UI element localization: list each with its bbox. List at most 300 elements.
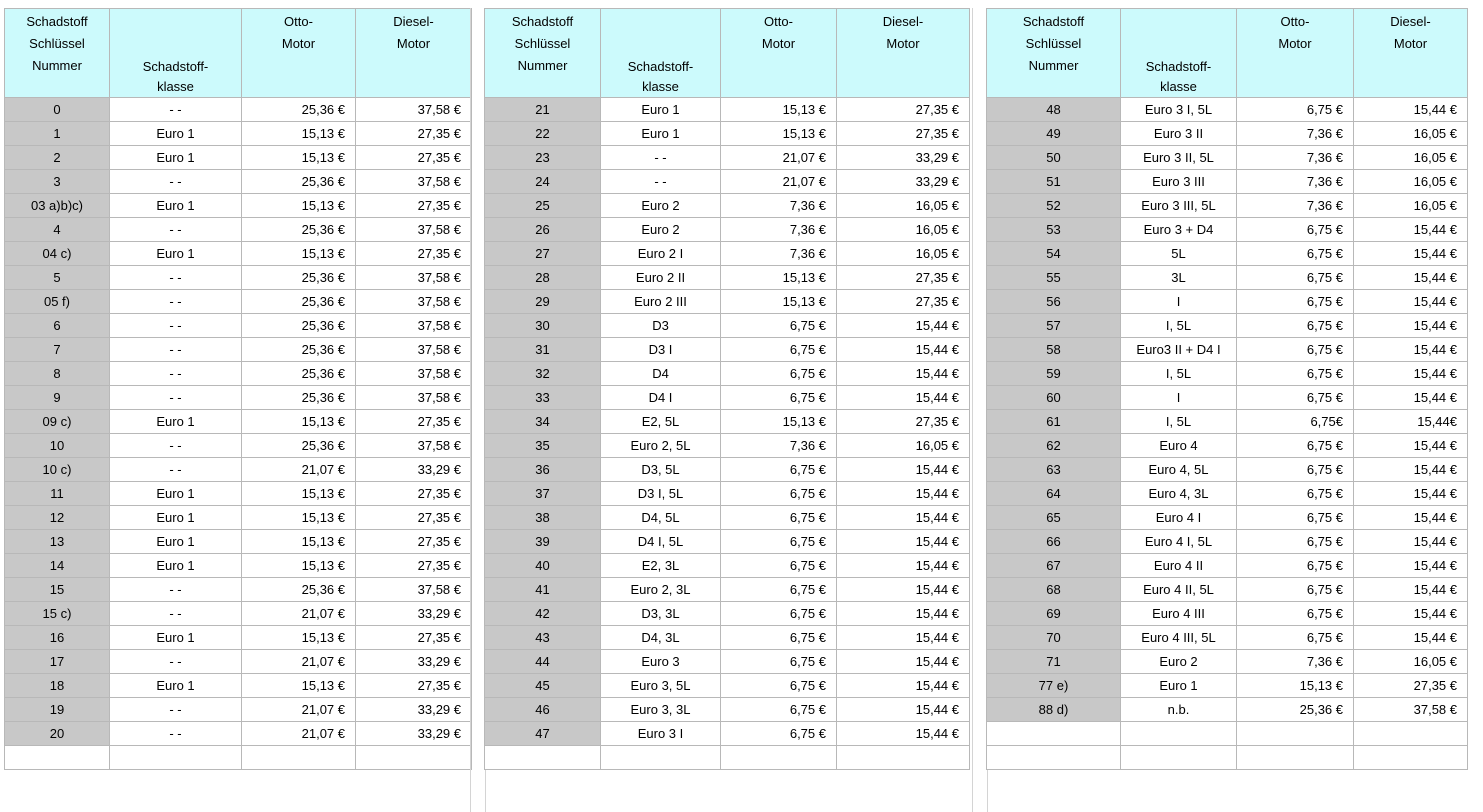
emission-class-cell[interactable]: D4 I	[601, 386, 721, 410]
diesel-price-cell[interactable]: 37,58 €	[356, 290, 472, 314]
diesel-price-cell[interactable]: 15,44 €	[837, 674, 970, 698]
empty-cell[interactable]	[1121, 746, 1237, 770]
emission-class-cell[interactable]: 3L	[1121, 266, 1237, 290]
diesel-price-cell[interactable]: 15,44 €	[1354, 290, 1468, 314]
otto-price-cell[interactable]: 6,75 €	[721, 722, 837, 746]
otto-price-cell[interactable]: 25,36 €	[242, 578, 356, 602]
otto-price-cell[interactable]: 6,75 €	[721, 458, 837, 482]
otto-price-cell[interactable]: 25,36 €	[242, 218, 356, 242]
diesel-price-cell[interactable]: 33,29 €	[356, 722, 472, 746]
key-number-cell[interactable]: 04 c)	[5, 242, 110, 266]
emission-class-cell[interactable]: - -	[110, 98, 242, 122]
emission-class-cell[interactable]: I, 5L	[1121, 314, 1237, 338]
emission-class-cell[interactable]: Euro 2, 3L	[601, 578, 721, 602]
emission-class-cell[interactable]: - -	[110, 578, 242, 602]
key-number-cell[interactable]: 77 e)	[987, 674, 1121, 698]
diesel-price-cell[interactable]: 15,44 €	[1354, 578, 1468, 602]
key-number-cell[interactable]: 10 c)	[5, 458, 110, 482]
otto-price-cell[interactable]: 21,07 €	[721, 146, 837, 170]
key-number-cell[interactable]: 19	[5, 698, 110, 722]
key-number-cell[interactable]: 7	[5, 338, 110, 362]
diesel-price-cell[interactable]: 15,44 €	[1354, 242, 1468, 266]
emission-class-cell[interactable]: Euro 1	[110, 242, 242, 266]
diesel-price-cell[interactable]: 15,44 €	[837, 458, 970, 482]
otto-price-cell[interactable]: 6,75 €	[1237, 266, 1354, 290]
otto-price-cell[interactable]: 7,36 €	[721, 218, 837, 242]
diesel-price-cell[interactable]: 16,05 €	[837, 434, 970, 458]
otto-price-cell[interactable]: 25,36 €	[242, 290, 356, 314]
otto-price-cell[interactable]: 7,36 €	[1237, 170, 1354, 194]
emission-class-cell[interactable]: Euro 3, 5L	[601, 674, 721, 698]
emission-class-cell[interactable]: E2, 3L	[601, 554, 721, 578]
emission-class-cell[interactable]: Euro 3 III	[1121, 170, 1237, 194]
otto-price-cell[interactable]: 6,75 €	[721, 626, 837, 650]
diesel-price-cell[interactable]: 15,44 €	[837, 722, 970, 746]
diesel-price-cell[interactable]: 16,05 €	[1354, 170, 1468, 194]
empty-cell[interactable]	[987, 722, 1121, 746]
emission-class-cell[interactable]: - -	[110, 218, 242, 242]
otto-price-cell[interactable]: 6,75 €	[1237, 386, 1354, 410]
key-number-cell[interactable]: 32	[485, 362, 601, 386]
emission-class-cell[interactable]: Euro 4 III, 5L	[1121, 626, 1237, 650]
key-number-cell[interactable]: 8	[5, 362, 110, 386]
key-number-cell[interactable]: 50	[987, 146, 1121, 170]
diesel-price-cell[interactable]: 15,44 €	[1354, 554, 1468, 578]
key-number-cell[interactable]: 36	[485, 458, 601, 482]
key-number-cell[interactable]: 64	[987, 482, 1121, 506]
emission-class-cell[interactable]: Euro 4 III	[1121, 602, 1237, 626]
diesel-price-cell[interactable]: 15,44 €	[1354, 482, 1468, 506]
otto-price-cell[interactable]: 6,75 €	[721, 314, 837, 338]
empty-cell[interactable]	[721, 746, 837, 770]
diesel-price-cell[interactable]: 16,05 €	[837, 194, 970, 218]
diesel-price-cell[interactable]: 33,29 €	[356, 458, 472, 482]
key-number-cell[interactable]: 46	[485, 698, 601, 722]
emission-class-cell[interactable]: - -	[110, 170, 242, 194]
key-number-cell[interactable]: 23	[485, 146, 601, 170]
key-number-cell[interactable]: 39	[485, 530, 601, 554]
otto-price-cell[interactable]: 21,07 €	[242, 722, 356, 746]
otto-price-cell[interactable]: 6,75 €	[1237, 218, 1354, 242]
otto-price-cell[interactable]: 6,75 €	[1237, 362, 1354, 386]
emission-class-cell[interactable]: Euro 1	[110, 554, 242, 578]
key-number-cell[interactable]: 03 a)b)c)	[5, 194, 110, 218]
diesel-price-cell[interactable]: 27,35 €	[356, 194, 472, 218]
otto-price-cell[interactable]: 25,36 €	[242, 338, 356, 362]
diesel-price-cell[interactable]: 33,29 €	[837, 170, 970, 194]
emission-class-cell[interactable]: Euro 4 II	[1121, 554, 1237, 578]
emission-class-cell[interactable]: Euro 4, 5L	[1121, 458, 1237, 482]
otto-price-cell[interactable]: 15,13 €	[242, 242, 356, 266]
emission-class-cell[interactable]: Euro 3	[601, 650, 721, 674]
diesel-price-cell[interactable]: 27,35 €	[356, 554, 472, 578]
diesel-price-cell[interactable]: 27,35 €	[837, 122, 970, 146]
otto-price-cell[interactable]: 15,13 €	[721, 290, 837, 314]
diesel-price-cell[interactable]: 37,58 €	[356, 434, 472, 458]
diesel-price-cell[interactable]: 37,58 €	[356, 170, 472, 194]
empty-cell[interactable]	[987, 746, 1121, 770]
emission-class-cell[interactable]: Euro 2, 5L	[601, 434, 721, 458]
key-number-cell[interactable]: 13	[5, 530, 110, 554]
empty-cell[interactable]	[485, 746, 601, 770]
otto-price-cell[interactable]: 25,36 €	[242, 314, 356, 338]
key-number-cell[interactable]: 30	[485, 314, 601, 338]
key-number-cell[interactable]: 69	[987, 602, 1121, 626]
otto-price-cell[interactable]: 6,75 €	[1237, 530, 1354, 554]
otto-price-cell[interactable]: 15,13 €	[242, 626, 356, 650]
emission-class-cell[interactable]: - -	[110, 290, 242, 314]
otto-price-cell[interactable]: 6,75 €	[1237, 98, 1354, 122]
key-number-cell[interactable]: 59	[987, 362, 1121, 386]
diesel-price-cell[interactable]: 15,44 €	[837, 578, 970, 602]
diesel-price-cell[interactable]: 27,35 €	[1354, 674, 1468, 698]
key-number-cell[interactable]: 33	[485, 386, 601, 410]
key-number-cell[interactable]: 60	[987, 386, 1121, 410]
diesel-price-cell[interactable]: 15,44 €	[837, 338, 970, 362]
otto-price-cell[interactable]: 6,75 €	[721, 386, 837, 410]
diesel-price-cell[interactable]: 37,58 €	[356, 386, 472, 410]
emission-class-cell[interactable]: Euro 1	[110, 194, 242, 218]
key-number-cell[interactable]: 38	[485, 506, 601, 530]
otto-price-cell[interactable]: 21,07 €	[242, 602, 356, 626]
otto-price-cell[interactable]: 15,13 €	[242, 674, 356, 698]
emission-class-cell[interactable]: Euro 3 + D4	[1121, 218, 1237, 242]
key-number-cell[interactable]: 05 f)	[5, 290, 110, 314]
diesel-price-cell[interactable]: 15,44 €	[1354, 434, 1468, 458]
emission-class-cell[interactable]: Euro3 II + D4 I	[1121, 338, 1237, 362]
diesel-price-cell[interactable]: 37,58 €	[356, 338, 472, 362]
key-number-cell[interactable]: 63	[987, 458, 1121, 482]
emission-class-cell[interactable]: Euro 3 I	[601, 722, 721, 746]
otto-price-cell[interactable]: 15,13 €	[721, 98, 837, 122]
diesel-price-cell[interactable]: 16,05 €	[1354, 194, 1468, 218]
key-number-cell[interactable]: 34	[485, 410, 601, 434]
diesel-price-cell[interactable]: 15,44 €	[1354, 338, 1468, 362]
diesel-price-cell[interactable]: 15,44 €	[837, 506, 970, 530]
diesel-price-cell[interactable]: 15,44 €	[837, 602, 970, 626]
otto-price-cell[interactable]: 6,75 €	[1237, 338, 1354, 362]
emission-class-cell[interactable]: D3	[601, 314, 721, 338]
emission-class-cell[interactable]: Euro 2	[601, 194, 721, 218]
emission-class-cell[interactable]: D4, 5L	[601, 506, 721, 530]
diesel-price-cell[interactable]: 33,29 €	[356, 698, 472, 722]
diesel-price-cell[interactable]: 15,44 €	[837, 314, 970, 338]
emission-class-cell[interactable]: Euro 4, 3L	[1121, 482, 1237, 506]
diesel-price-cell[interactable]: 15,44 €	[1354, 362, 1468, 386]
key-number-cell[interactable]: 29	[485, 290, 601, 314]
key-number-cell[interactable]: 1	[5, 122, 110, 146]
emission-class-cell[interactable]: Euro 4	[1121, 434, 1237, 458]
key-number-cell[interactable]: 27	[485, 242, 601, 266]
otto-price-cell[interactable]: 6,75 €	[1237, 290, 1354, 314]
key-number-cell[interactable]: 48	[987, 98, 1121, 122]
key-number-cell[interactable]: 10	[5, 434, 110, 458]
emission-class-cell[interactable]: - -	[110, 698, 242, 722]
key-number-cell[interactable]: 58	[987, 338, 1121, 362]
diesel-price-cell[interactable]: 27,35 €	[356, 626, 472, 650]
diesel-price-cell[interactable]: 15,44 €	[1354, 266, 1468, 290]
emission-class-cell[interactable]: Euro 1	[110, 482, 242, 506]
otto-price-cell[interactable]: 25,36 €	[242, 362, 356, 386]
otto-price-cell[interactable]: 6,75 €	[721, 362, 837, 386]
emission-class-cell[interactable]: Euro 1	[601, 122, 721, 146]
otto-price-cell[interactable]: 25,36 €	[242, 434, 356, 458]
diesel-price-cell[interactable]: 15,44 €	[1354, 602, 1468, 626]
otto-price-cell[interactable]: 7,36 €	[1237, 122, 1354, 146]
emission-class-cell[interactable]: - -	[110, 266, 242, 290]
emission-class-cell[interactable]: E2, 5L	[601, 410, 721, 434]
otto-price-cell[interactable]: 6,75 €	[1237, 458, 1354, 482]
diesel-price-cell[interactable]: 15,44 €	[837, 362, 970, 386]
emission-class-cell[interactable]: Euro 3 II	[1121, 122, 1237, 146]
key-number-cell[interactable]: 47	[485, 722, 601, 746]
key-number-cell[interactable]: 42	[485, 602, 601, 626]
key-number-cell[interactable]: 16	[5, 626, 110, 650]
otto-price-cell[interactable]: 25,36 €	[242, 266, 356, 290]
emission-class-cell[interactable]: - -	[110, 650, 242, 674]
emission-class-cell[interactable]: - -	[110, 362, 242, 386]
empty-cell[interactable]	[1121, 722, 1237, 746]
diesel-price-cell[interactable]: 37,58 €	[356, 314, 472, 338]
key-number-cell[interactable]: 70	[987, 626, 1121, 650]
key-number-cell[interactable]: 35	[485, 434, 601, 458]
diesel-price-cell[interactable]: 37,58 €	[356, 218, 472, 242]
emission-class-cell[interactable]: Euro 1	[110, 410, 242, 434]
emission-class-cell[interactable]: D4	[601, 362, 721, 386]
otto-price-cell[interactable]: 25,36 €	[242, 170, 356, 194]
diesel-price-cell[interactable]: 27,35 €	[356, 122, 472, 146]
otto-price-cell[interactable]: 6,75 €	[721, 530, 837, 554]
emission-class-cell[interactable]: Euro 1	[110, 626, 242, 650]
diesel-price-cell[interactable]: 33,29 €	[356, 650, 472, 674]
diesel-price-cell[interactable]: 16,05 €	[1354, 146, 1468, 170]
emission-class-cell[interactable]: - -	[601, 146, 721, 170]
diesel-price-cell[interactable]: 27,35 €	[837, 410, 970, 434]
key-number-cell[interactable]: 12	[5, 506, 110, 530]
emission-class-cell[interactable]: Euro 1	[110, 122, 242, 146]
key-number-cell[interactable]: 6	[5, 314, 110, 338]
emission-class-cell[interactable]: D4, 3L	[601, 626, 721, 650]
key-number-cell[interactable]: 65	[987, 506, 1121, 530]
emission-class-cell[interactable]: Euro 1	[110, 506, 242, 530]
key-number-cell[interactable]: 25	[485, 194, 601, 218]
otto-price-cell[interactable]: 7,36 €	[1237, 194, 1354, 218]
emission-class-cell[interactable]: Euro 1	[601, 98, 721, 122]
otto-price-cell[interactable]: 6,75 €	[1237, 314, 1354, 338]
key-number-cell[interactable]: 53	[987, 218, 1121, 242]
diesel-price-cell[interactable]: 37,58 €	[356, 98, 472, 122]
otto-price-cell[interactable]: 15,13 €	[242, 554, 356, 578]
otto-price-cell[interactable]: 25,36 €	[242, 386, 356, 410]
diesel-price-cell[interactable]: 15,44 €	[1354, 506, 1468, 530]
diesel-price-cell[interactable]: 37,58 €	[356, 362, 472, 386]
emission-class-cell[interactable]: Euro 4 II, 5L	[1121, 578, 1237, 602]
otto-price-cell[interactable]: 15,13 €	[242, 410, 356, 434]
key-number-cell[interactable]: 55	[987, 266, 1121, 290]
key-number-cell[interactable]: 62	[987, 434, 1121, 458]
diesel-price-cell[interactable]: 15,44 €	[1354, 458, 1468, 482]
emission-class-cell[interactable]: Euro 4 I, 5L	[1121, 530, 1237, 554]
emission-class-cell[interactable]: - -	[110, 458, 242, 482]
key-number-cell[interactable]: 57	[987, 314, 1121, 338]
diesel-price-cell[interactable]: 27,35 €	[837, 98, 970, 122]
emission-class-cell[interactable]: D4 I, 5L	[601, 530, 721, 554]
otto-price-cell[interactable]: 21,07 €	[721, 170, 837, 194]
diesel-price-cell[interactable]: 15,44 €	[1354, 314, 1468, 338]
diesel-price-cell[interactable]: 16,05 €	[837, 218, 970, 242]
key-number-cell[interactable]: 24	[485, 170, 601, 194]
otto-price-cell[interactable]: 15,13 €	[242, 530, 356, 554]
key-number-cell[interactable]: 54	[987, 242, 1121, 266]
emission-class-cell[interactable]: Euro 1	[110, 146, 242, 170]
emission-class-cell[interactable]: Euro 2	[1121, 650, 1237, 674]
diesel-price-cell[interactable]: 27,35 €	[356, 506, 472, 530]
emission-class-cell[interactable]: - -	[110, 722, 242, 746]
key-number-cell[interactable]: 71	[987, 650, 1121, 674]
empty-cell[interactable]	[601, 746, 721, 770]
emission-class-cell[interactable]: - -	[110, 314, 242, 338]
diesel-price-cell[interactable]: 27,35 €	[356, 410, 472, 434]
key-number-cell[interactable]: 31	[485, 338, 601, 362]
diesel-price-cell[interactable]: 16,05 €	[1354, 650, 1468, 674]
key-number-cell[interactable]: 20	[5, 722, 110, 746]
key-number-cell[interactable]: 67	[987, 554, 1121, 578]
diesel-price-cell[interactable]: 15,44 €	[1354, 530, 1468, 554]
otto-price-cell[interactable]: 21,07 €	[242, 650, 356, 674]
key-number-cell[interactable]: 37	[485, 482, 601, 506]
emission-class-cell[interactable]: D3 I	[601, 338, 721, 362]
diesel-price-cell[interactable]: 15,44 €	[837, 530, 970, 554]
otto-price-cell[interactable]: 6,75 €	[721, 698, 837, 722]
diesel-price-cell[interactable]: 15,44 €	[837, 482, 970, 506]
otto-price-cell[interactable]: 15,13 €	[242, 506, 356, 530]
diesel-price-cell[interactable]: 15,44 €	[1354, 386, 1468, 410]
diesel-price-cell[interactable]: 27,35 €	[837, 266, 970, 290]
empty-cell[interactable]	[1237, 722, 1354, 746]
emission-class-cell[interactable]: I	[1121, 290, 1237, 314]
key-number-cell[interactable]: 22	[485, 122, 601, 146]
key-number-cell[interactable]: 0	[5, 98, 110, 122]
diesel-price-cell[interactable]: 27,35 €	[356, 674, 472, 698]
emission-class-cell[interactable]: 5L	[1121, 242, 1237, 266]
emission-class-cell[interactable]: Euro 3 III, 5L	[1121, 194, 1237, 218]
emission-class-cell[interactable]: D3, 3L	[601, 602, 721, 626]
otto-price-cell[interactable]: 6,75 €	[721, 554, 837, 578]
diesel-price-cell[interactable]: 27,35 €	[356, 482, 472, 506]
key-number-cell[interactable]: 3	[5, 170, 110, 194]
otto-price-cell[interactable]: 6,75 €	[721, 650, 837, 674]
key-number-cell[interactable]: 44	[485, 650, 601, 674]
otto-price-cell[interactable]: 7,36 €	[721, 434, 837, 458]
emission-class-cell[interactable]: Euro 3 I, 5L	[1121, 98, 1237, 122]
emission-class-cell[interactable]: Euro 2 II	[601, 266, 721, 290]
emission-class-cell[interactable]: Euro 3, 3L	[601, 698, 721, 722]
key-number-cell[interactable]: 45	[485, 674, 601, 698]
emission-class-cell[interactable]: Euro 2 I	[601, 242, 721, 266]
diesel-price-cell[interactable]: 15,44 €	[837, 650, 970, 674]
otto-price-cell[interactable]: 21,07 €	[242, 458, 356, 482]
key-number-cell[interactable]: 4	[5, 218, 110, 242]
diesel-price-cell[interactable]: 15,44€	[1354, 410, 1468, 434]
otto-price-cell[interactable]: 6,75€	[1237, 410, 1354, 434]
key-number-cell[interactable]: 68	[987, 578, 1121, 602]
empty-cell[interactable]	[837, 746, 970, 770]
emission-class-cell[interactable]: I, 5L	[1121, 362, 1237, 386]
otto-price-cell[interactable]: 6,75 €	[721, 602, 837, 626]
otto-price-cell[interactable]: 15,13 €	[242, 482, 356, 506]
empty-cell[interactable]	[1354, 746, 1468, 770]
key-number-cell[interactable]: 15 c)	[5, 602, 110, 626]
key-number-cell[interactable]: 52	[987, 194, 1121, 218]
emission-class-cell[interactable]: - -	[110, 602, 242, 626]
key-number-cell[interactable]: 88 d)	[987, 698, 1121, 722]
emission-class-cell[interactable]: Euro 1	[110, 530, 242, 554]
key-number-cell[interactable]: 11	[5, 482, 110, 506]
emission-class-cell[interactable]: Euro 2 III	[601, 290, 721, 314]
emission-class-cell[interactable]: I, 5L	[1121, 410, 1237, 434]
emission-class-cell[interactable]: D3 I, 5L	[601, 482, 721, 506]
empty-cell[interactable]	[242, 746, 356, 770]
diesel-price-cell[interactable]: 16,05 €	[1354, 122, 1468, 146]
emission-class-cell[interactable]: Euro 3 II, 5L	[1121, 146, 1237, 170]
diesel-price-cell[interactable]: 15,44 €	[837, 698, 970, 722]
diesel-price-cell[interactable]: 33,29 €	[356, 602, 472, 626]
otto-price-cell[interactable]: 15,13 €	[242, 122, 356, 146]
key-number-cell[interactable]: 56	[987, 290, 1121, 314]
otto-price-cell[interactable]: 15,13 €	[721, 410, 837, 434]
empty-cell[interactable]	[110, 746, 242, 770]
diesel-price-cell[interactable]: 27,35 €	[356, 146, 472, 170]
key-number-cell[interactable]: 49	[987, 122, 1121, 146]
otto-price-cell[interactable]: 6,75 €	[1237, 242, 1354, 266]
otto-price-cell[interactable]: 7,36 €	[1237, 650, 1354, 674]
empty-cell[interactable]	[1237, 746, 1354, 770]
empty-cell[interactable]	[5, 746, 110, 770]
otto-price-cell[interactable]: 6,75 €	[721, 674, 837, 698]
diesel-price-cell[interactable]: 16,05 €	[837, 242, 970, 266]
emission-class-cell[interactable]: n.b.	[1121, 698, 1237, 722]
otto-price-cell[interactable]: 7,36 €	[721, 194, 837, 218]
otto-price-cell[interactable]: 7,36 €	[721, 242, 837, 266]
diesel-price-cell[interactable]: 15,44 €	[1354, 218, 1468, 242]
otto-price-cell[interactable]: 15,13 €	[1237, 674, 1354, 698]
key-number-cell[interactable]: 61	[987, 410, 1121, 434]
otto-price-cell[interactable]: 7,36 €	[1237, 146, 1354, 170]
diesel-price-cell[interactable]: 15,44 €	[1354, 626, 1468, 650]
empty-cell[interactable]	[1354, 722, 1468, 746]
diesel-price-cell[interactable]: 15,44 €	[1354, 98, 1468, 122]
key-number-cell[interactable]: 40	[485, 554, 601, 578]
key-number-cell[interactable]: 43	[485, 626, 601, 650]
otto-price-cell[interactable]: 6,75 €	[721, 506, 837, 530]
otto-price-cell[interactable]: 6,75 €	[1237, 506, 1354, 530]
otto-price-cell[interactable]: 15,13 €	[242, 146, 356, 170]
emission-class-cell[interactable]: Euro 1	[1121, 674, 1237, 698]
diesel-price-cell[interactable]: 33,29 €	[837, 146, 970, 170]
emission-class-cell[interactable]: I	[1121, 386, 1237, 410]
otto-price-cell[interactable]: 6,75 €	[721, 338, 837, 362]
key-number-cell[interactable]: 15	[5, 578, 110, 602]
otto-price-cell[interactable]: 6,75 €	[721, 482, 837, 506]
key-number-cell[interactable]: 21	[485, 98, 601, 122]
otto-price-cell[interactable]: 6,75 €	[1237, 554, 1354, 578]
emission-class-cell[interactable]: - -	[110, 338, 242, 362]
key-number-cell[interactable]: 2	[5, 146, 110, 170]
otto-price-cell[interactable]: 6,75 €	[1237, 434, 1354, 458]
diesel-price-cell[interactable]: 15,44 €	[837, 386, 970, 410]
otto-price-cell[interactable]: 25,36 €	[1237, 698, 1354, 722]
otto-price-cell[interactable]: 6,75 €	[1237, 626, 1354, 650]
